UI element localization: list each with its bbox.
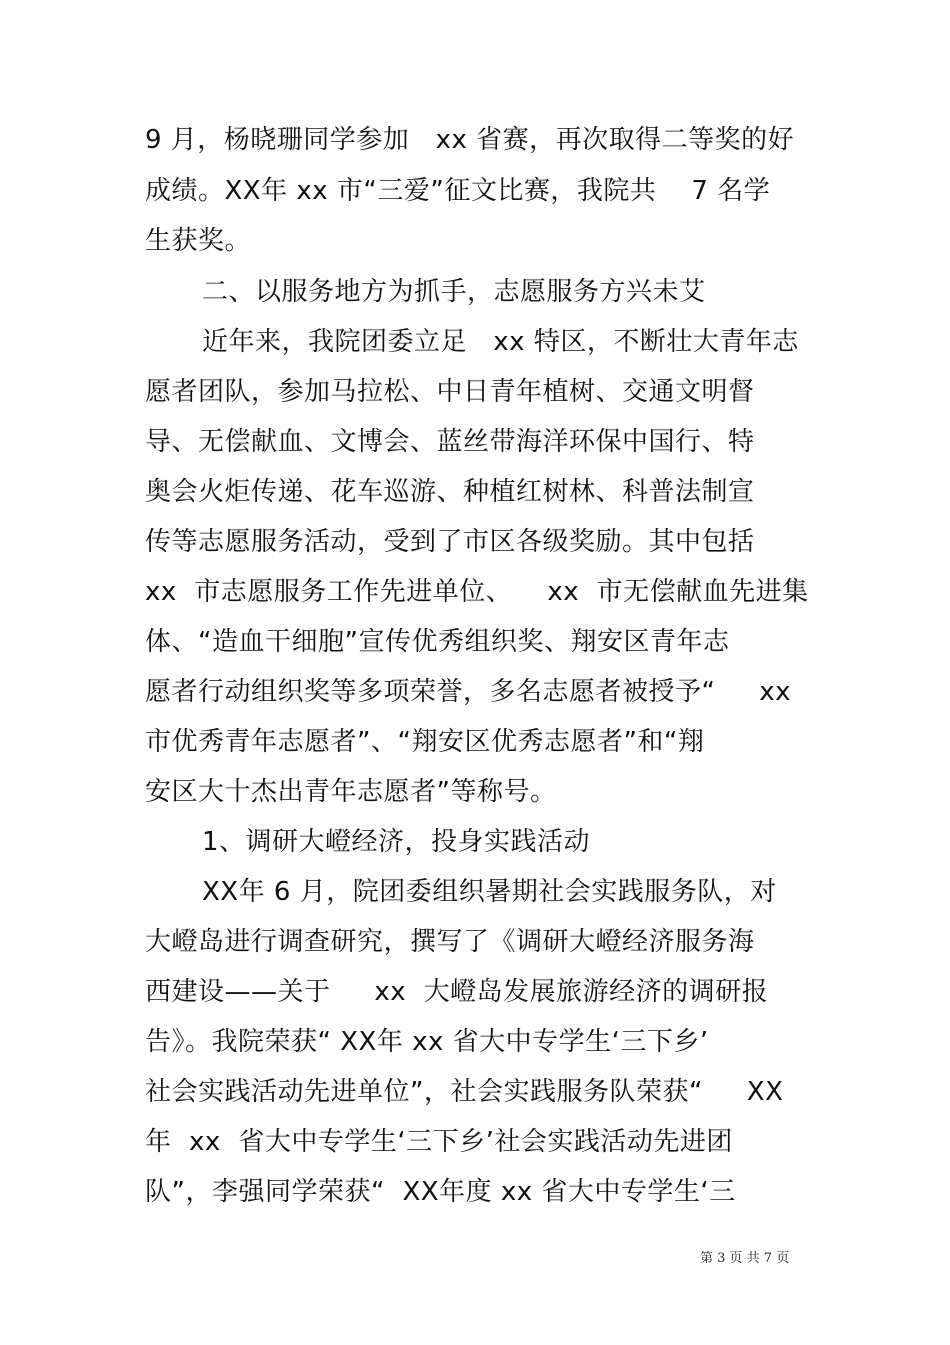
text-line: 大嶝岛进行调查研究，撰写了《调研大嶝经济服务海 bbox=[145, 927, 755, 957]
text-line: 成绩。XX年 xx 市“三爱”征文比赛，我院共 7 名学 bbox=[145, 176, 771, 206]
text-line: XX年 6 月，院团委组织暑期社会实践服务队，对 bbox=[202, 877, 777, 907]
text-line: 队”，李强同学荣获“ XX年度 xx 省大中专学生‘三 bbox=[145, 1177, 736, 1207]
text-line: 市优秀青年志愿者”、“翔安区优秀志愿者”和“翔 bbox=[145, 727, 705, 757]
text-line: 9 月，杨晓珊同学参加 xx 省赛，再次取得二等奖的好 bbox=[145, 125, 795, 155]
text-line: 传等志愿服务活动，受到了市区各级奖励。其中包括 bbox=[145, 527, 755, 557]
text-line: 社会实践活动先进单位”，社会实践服务队荣获“ XX bbox=[145, 1077, 784, 1107]
text-line: 体、“造血干细胞”宣传优秀组织奖、翔安区青年志 bbox=[145, 627, 730, 657]
text-line: 生获奖。 bbox=[145, 226, 252, 256]
text-line: 愿者团队，参加马拉松、中日青年植树、交通文明督 bbox=[145, 377, 755, 407]
text-line: 奥会火炬传递、花车巡游、种植红树林、科普法制宣 bbox=[145, 477, 755, 507]
text-line: 愿者行动组织奖等多项荣誉，多名志愿者被授予“ xx bbox=[145, 677, 792, 707]
text-line: 近年来，我院团委立足 xx 特区，不断壮大青年志 bbox=[202, 327, 799, 357]
subsection-heading: 1、调研大嶝经济，投身实践活动 bbox=[202, 827, 591, 857]
text-line: 西建设——关于 xx 大嶝岛发展旅游经济的调研报 bbox=[145, 977, 769, 1007]
text-line: xx 市志愿服务工作先进单位、 xx 市无偿献血先进集 bbox=[145, 577, 809, 607]
section-heading: 二、以服务地方为抓手，志愿服务方兴未艾 bbox=[202, 277, 706, 307]
text-line: 导、无偿献血、文博会、蓝丝带海洋环保中国行、特 bbox=[145, 427, 755, 457]
text-line: 告》。我院荣获“ XX年 xx 省大中专学生‘三下乡’ bbox=[145, 1027, 709, 1057]
page-number-footer: 第 3 页 共 7 页 bbox=[700, 1251, 790, 1266]
text-line: 安区大十杰出青年志愿者”等称号。 bbox=[145, 777, 557, 807]
text-line: 年 xx 省大中专学生‘三下乡’社会实践活动先进团 bbox=[145, 1127, 733, 1157]
